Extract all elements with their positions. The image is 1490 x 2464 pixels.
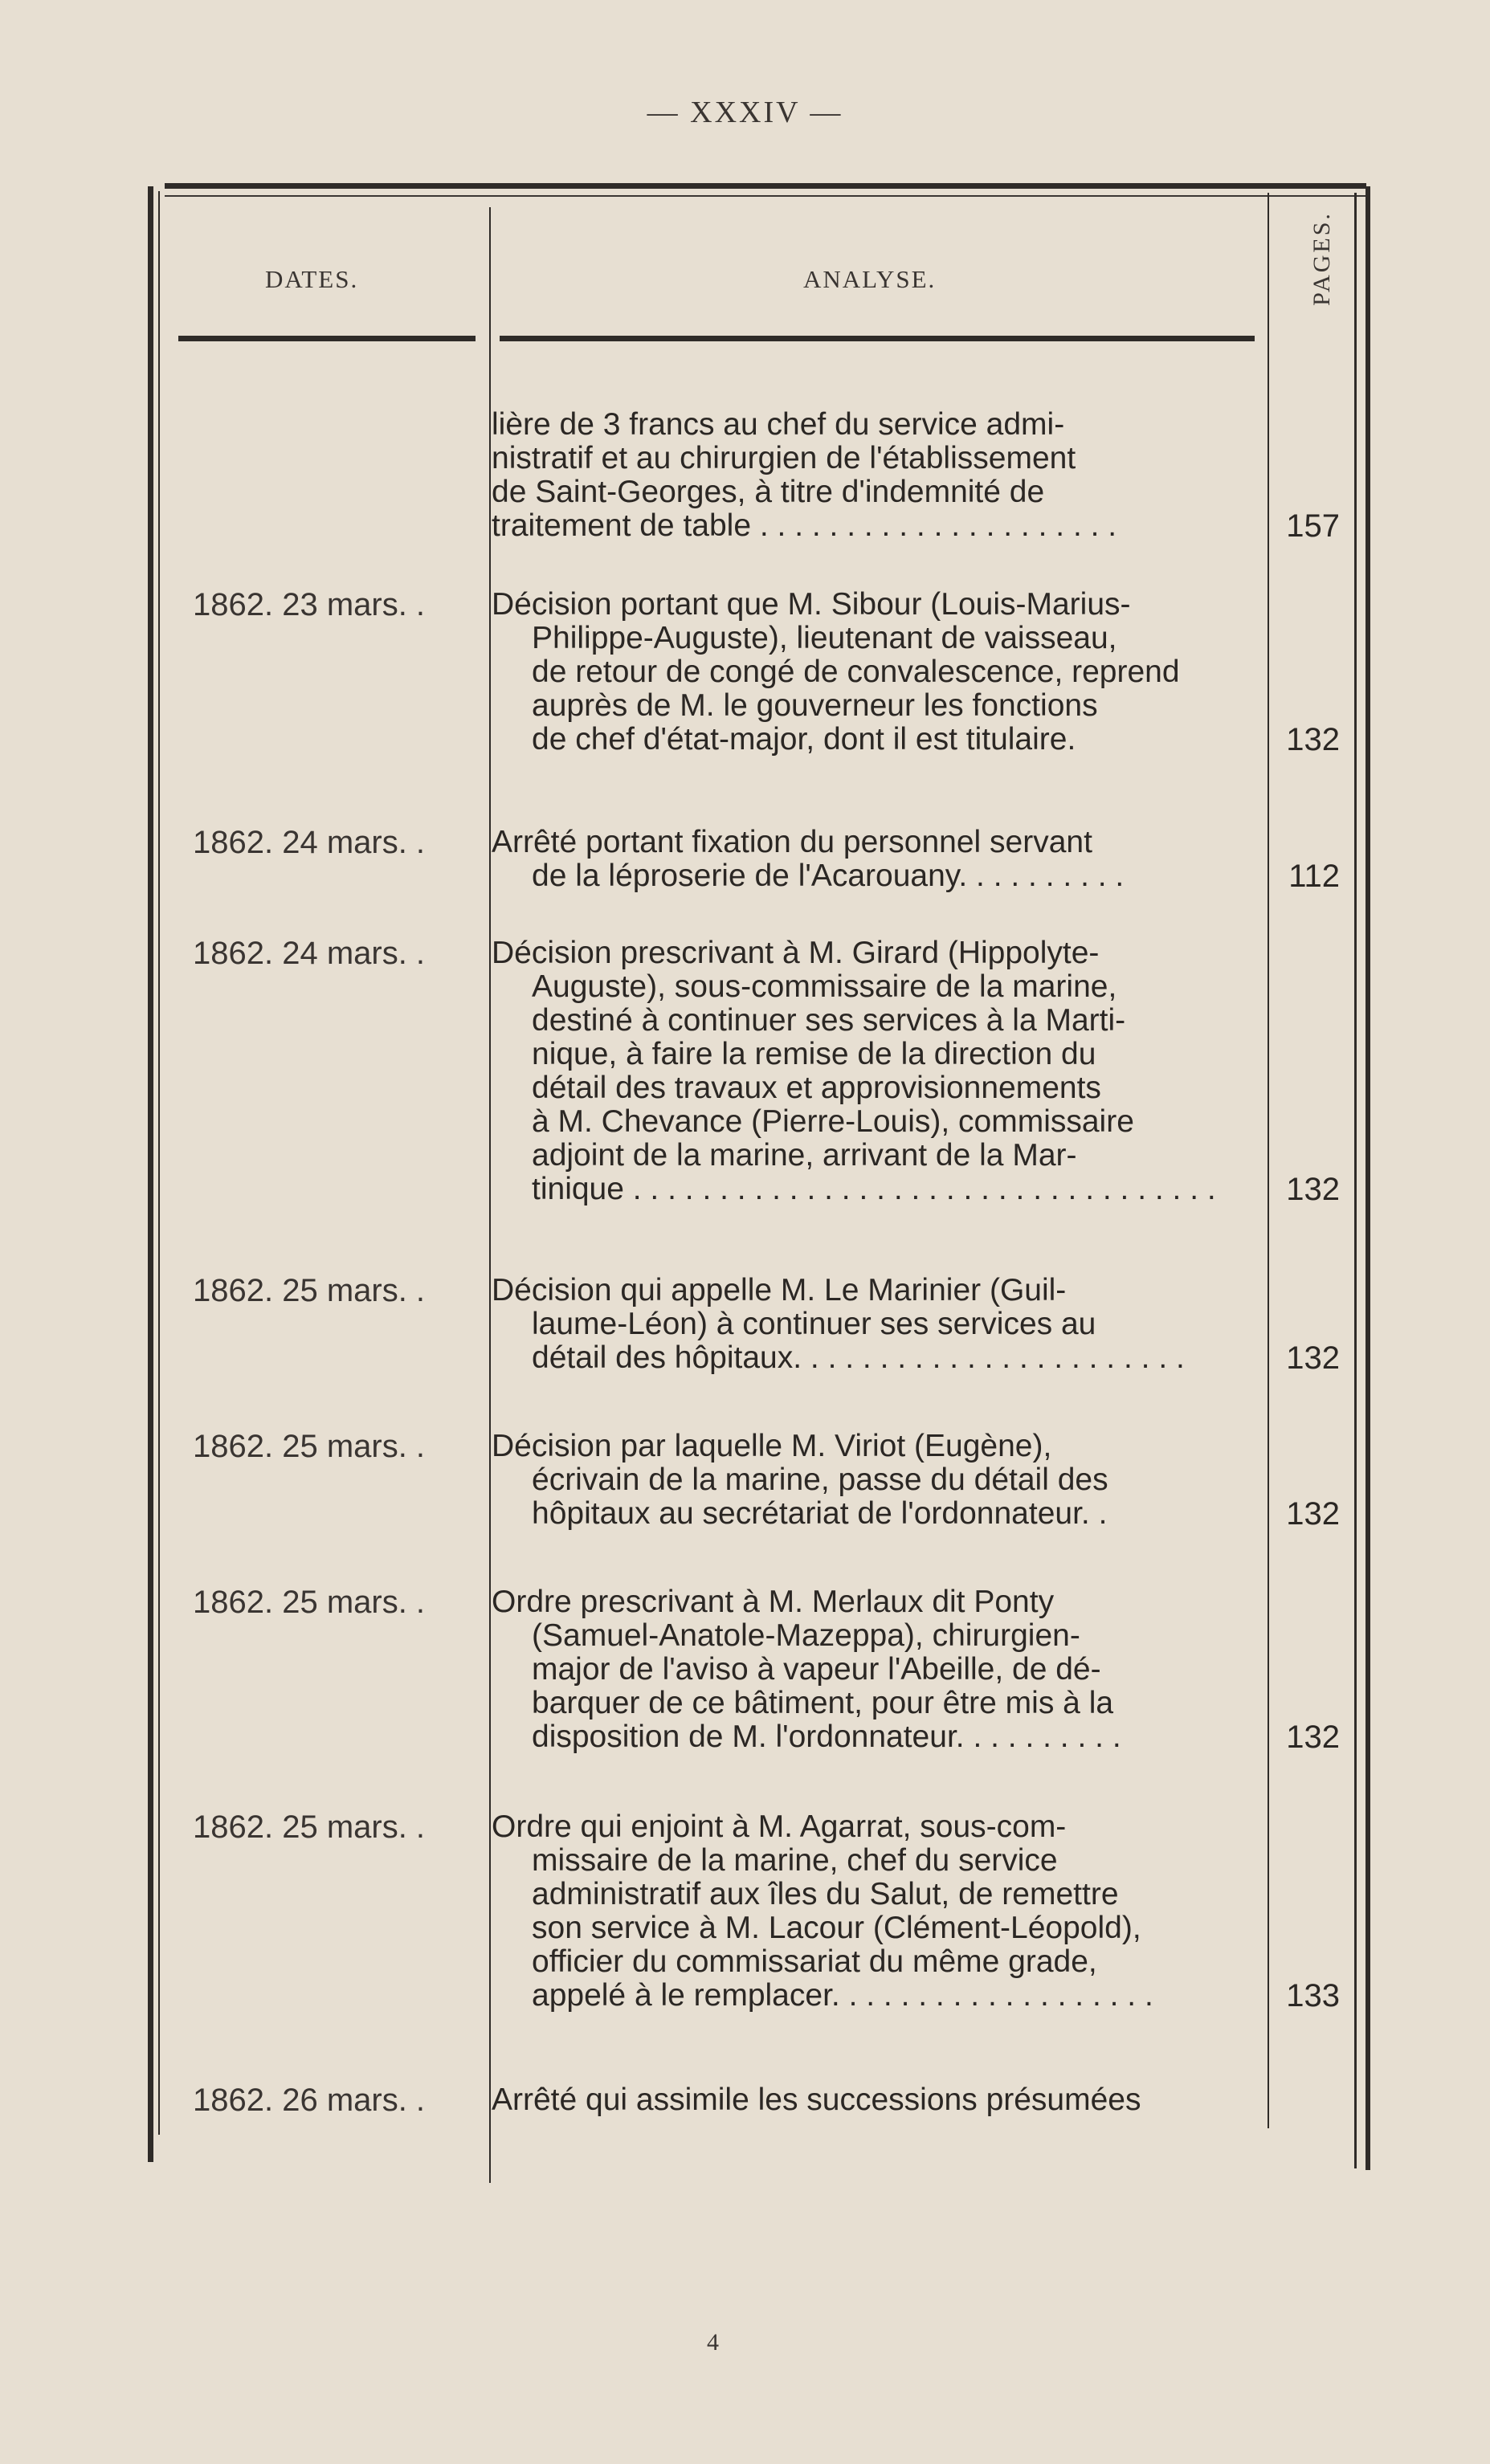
analysis-text: [492, 588, 1264, 757]
analysis-line: auprès de M. le gouverneur les fonctions: [532, 689, 1098, 723]
entry-date: 1862. 25 mars. .: [193, 1585, 426, 1620]
analysis-text: [492, 1430, 1264, 1531]
analysis-line: son service à M. Lacour (Clément-Léopold),: [532, 1911, 1141, 1945]
entry-date: 1862. 25 mars. .: [193, 1273, 426, 1308]
analysis-text: [492, 408, 1264, 543]
page-number: 132: [1286, 722, 1340, 757]
analysis-line: hôpitaux au secrétariat de l'ordonnateur. .: [532, 1497, 1108, 1531]
analysis-line: à M. Chevance (Pierre-Louis), commissaire: [532, 1105, 1134, 1139]
page-number: 132: [1286, 1340, 1340, 1376]
page-number: 133: [1286, 1978, 1340, 2013]
analysis-line: major de l'aviso à vapeur l'Abeille, de dé-: [532, 1653, 1101, 1687]
analysis-line: (Samuel-Anatole-Mazeppa), chirurgien-: [532, 1619, 1080, 1653]
analysis-line: Décision qui appelle M. Le Marinier (Guil-: [492, 1274, 1067, 1307]
page-number: 132: [1286, 1719, 1340, 1755]
analysis-text: [492, 936, 1264, 1206]
analysis-line: de retour de congé de convalescence, reprend: [532, 655, 1180, 689]
analysis-line: détail des hôpitaux. . . . . . . . . . . . . . . . . . . . . . .: [532, 1341, 1185, 1375]
analysis-line: de Saint-Georges, à titre d'indemnité de: [492, 475, 1045, 509]
pages-column-rule: [1354, 193, 1357, 2168]
analysis-text: [492, 1274, 1264, 1375]
analysis-line: barquer de ce bâtiment, pour être mis à la: [532, 1687, 1114, 1720]
analysis-line: de chef d'état-major, dont il est titulaire.: [532, 723, 1076, 757]
analysis-line: traitement de table . . . . . . . . . . . . . . . . . . . . .: [492, 509, 1117, 543]
analysis-line: écrivain de la marine, passe du détail des: [532, 1463, 1108, 1497]
entry-date: 1862. 26 mars. .: [193, 2083, 426, 2118]
analysis-line: destiné à continuer ses services à la Marti-: [532, 1004, 1126, 1038]
entry-date: 1862. 23 mars. .: [193, 587, 426, 622]
analysis-line: Philippe-Auguste), lieutenant de vaisseau,: [532, 622, 1117, 655]
analysis-line: Arrêté portant fixation du personnel servant: [492, 826, 1092, 859]
analyse-header-rule: [500, 336, 1255, 341]
analyse-column-rule: [1268, 193, 1269, 2128]
analysis-line: Ordre qui enjoint à M. Agarrat, sous-com-: [492, 1810, 1067, 1844]
analyse-column-header: ANALYSE.: [803, 265, 937, 293]
entry-date: 1862. 24 mars. .: [193, 825, 426, 860]
analysis-line: administratif aux îles du Salut, de remettre: [532, 1878, 1119, 1911]
analysis-line: Arrêté qui assimile les successions présumées: [492, 2083, 1141, 2117]
page-header: — XXXIV —: [647, 96, 843, 129]
analysis-line: officier du commissariat du même grade,: [532, 1945, 1097, 1979]
analysis-line: appelé à le remplacer. . . . . . . . . . . . . . . . . . .: [532, 1979, 1153, 2013]
dates-header-rule: [178, 336, 476, 341]
analysis-line: Décision portant que M. Sibour (Louis-Marius-: [492, 588, 1131, 622]
analysis-line: laume-Léon) à continuer ses services au: [532, 1307, 1096, 1341]
analysis-text: [492, 2083, 1264, 2117]
analysis-line: de la léproserie de l'Acarouany. . . . . . . . . .: [532, 859, 1125, 893]
pages-column-header: [1290, 194, 1354, 323]
entry-date: 1862. 25 mars. .: [193, 1429, 426, 1464]
analysis-line: Décision par laquelle M. Viriot (Eugène),: [492, 1430, 1052, 1463]
analysis-text: [492, 1810, 1264, 2013]
left-border-inner: [158, 191, 160, 2135]
analysis-line: détail des travaux et approvisionnements: [532, 1071, 1101, 1105]
analysis-line: nique, à faire la remise de la direction du: [532, 1038, 1096, 1071]
folio-mark: 4: [707, 2329, 719, 2356]
pages-column-header-text: PAGES.: [1308, 211, 1335, 306]
analysis-line: nistratif et au chirurgien de l'établissement: [492, 442, 1076, 475]
page-number: 157: [1286, 508, 1340, 544]
analysis-line: tinique . . . . . . . . . . . . . . . . . . . . . . . . . . . . . . . . . .: [532, 1173, 1216, 1206]
analysis-line: disposition de M. l'ordonnateur. . . . . . . . . .: [532, 1720, 1121, 1754]
dates-column-rule: [489, 207, 491, 2183]
analysis-text: [492, 826, 1264, 893]
analysis-line: Ordre prescrivant à M. Merlaux dit Ponty: [492, 1585, 1055, 1619]
right-border-outer: [1365, 186, 1370, 2170]
left-border-outer: [148, 186, 153, 2162]
page-number: 132: [1286, 1496, 1340, 1532]
page-number: 132: [1286, 1172, 1340, 1207]
analysis-line: Auguste), sous-commissaire de la marine,: [532, 970, 1117, 1004]
analysis-text: [492, 1585, 1264, 1754]
entry-date: 1862. 24 mars. .: [193, 936, 426, 971]
analysis-line: Décision prescrivant à M. Girard (Hippolyte-: [492, 936, 1100, 970]
page-number: 112: [1288, 859, 1340, 894]
analysis-line: missaire de la marine, chef du service: [532, 1844, 1058, 1878]
analysis-line: lière de 3 francs au chef du service admi-: [492, 408, 1065, 442]
analysis-line: adjoint de la marine, arrivant de la Mar-: [532, 1139, 1077, 1173]
dates-column-header: DATES.: [265, 265, 359, 293]
entry-date: 1862. 25 mars. .: [193, 1809, 426, 1845]
